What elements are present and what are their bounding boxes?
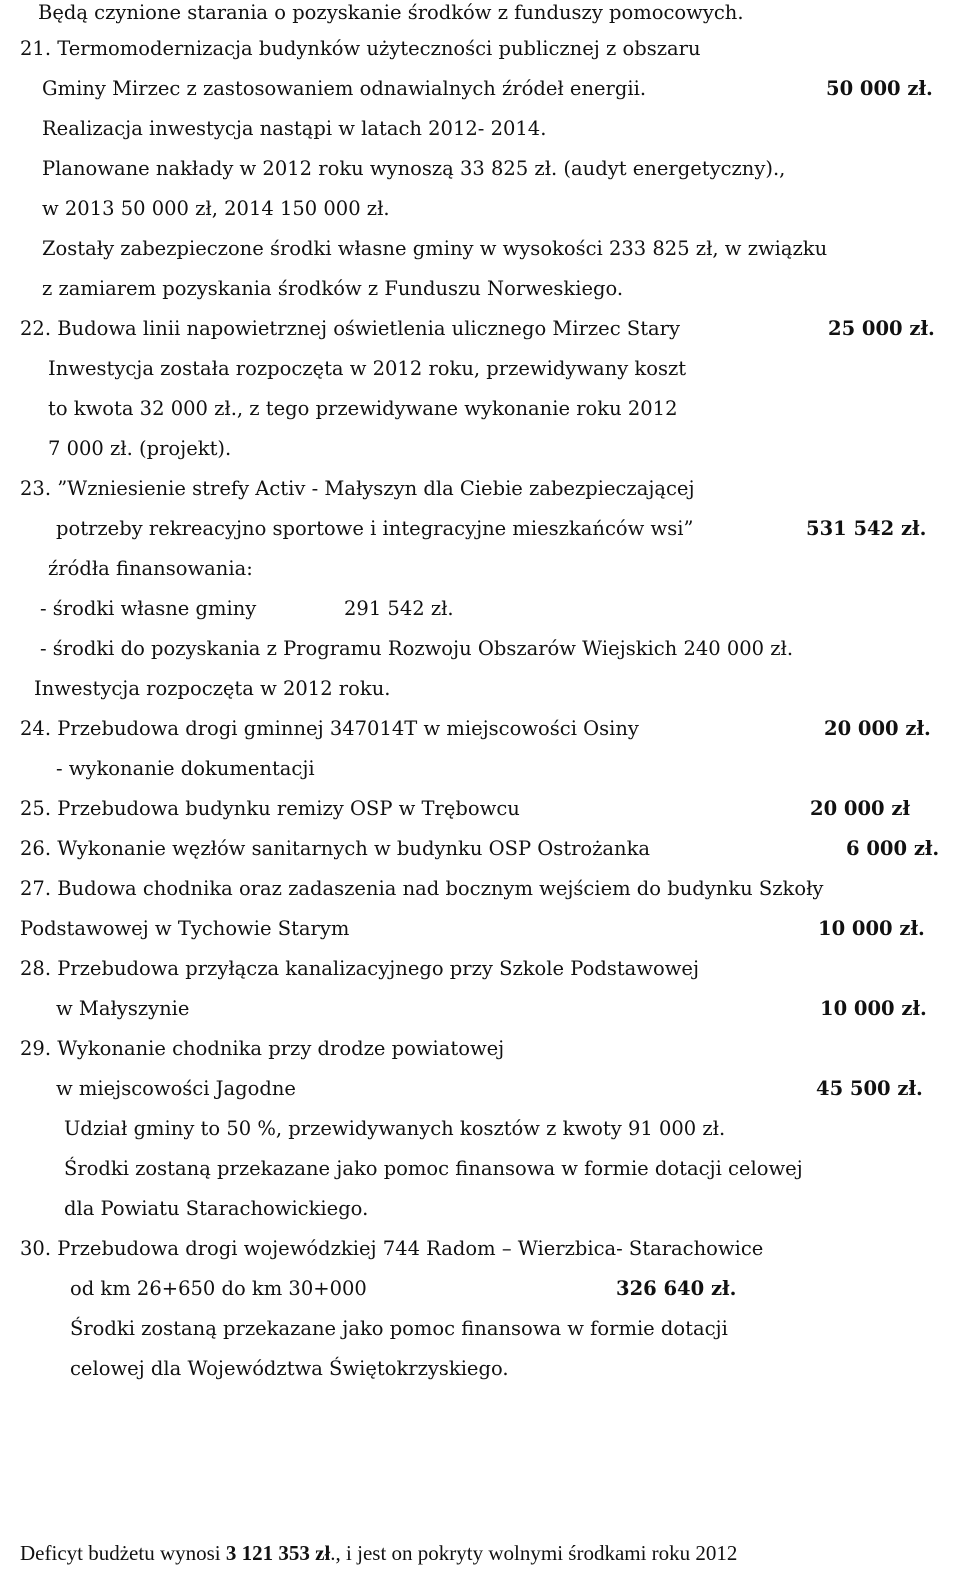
item-28-line: w Małyszynie [56, 997, 190, 1020]
item-26-title: 26. Wykonanie węzłów sanitarnych w budynku OSP Ostrożanka [20, 837, 651, 860]
item-26-amount: 6 000 zł. [846, 837, 940, 860]
item-21-line: Zostały zabezpieczone środki własne gminy w wysokości 233 825 zł, w związku [42, 237, 828, 260]
item-30-line: od km 26+650 do km 30+000 [70, 1277, 367, 1300]
deficit-prefix: Deficyt budżetu wynosi [20, 1541, 226, 1565]
item-24-title: 24. Przebudowa drogi gminnej 347014T w miejscowości Osiny [20, 717, 639, 740]
item-28-title: 28. Przebudowa przyłącza kanalizacyjnego przy Szkole Podstawowej [20, 957, 699, 980]
item-21-amount: 50 000 zł. [826, 77, 933, 100]
item-23-line: - środki własne gminy [40, 597, 257, 620]
item-22-line: to kwota 32 000 zł., z tego przewidywane wykonanie roku 2012 [48, 397, 678, 420]
item-28-amount: 10 000 zł. [820, 997, 927, 1020]
item-21-line: Planowane nakłady w 2012 roku wynoszą 33 825 zł. (audyt energetyczny)., [42, 157, 786, 180]
item-30-line: Środki zostaną przekazane jako pomoc finansowa w formie dotacji [70, 1317, 728, 1340]
item-21-line: z zamiarem pozyskania środków z Funduszu Norweskiego. [42, 277, 624, 300]
item-29-title: 29. Wykonanie chodnika przy drodze powiatowej [20, 1037, 505, 1060]
item-22-amount: 25 000 zł. [828, 317, 935, 340]
item-25-title: 25. Przebudowa budynku remizy OSP w Trębowcu [20, 797, 520, 820]
item-30-amount: 326 640 zł. [616, 1277, 737, 1300]
item-25-amount: 20 000 zł [810, 797, 910, 820]
intro-line: Będą czynione starania o pozyskanie środków z funduszy pomocowych. [38, 1, 744, 24]
item-22-line: 7 000 zł. (projekt). [48, 437, 232, 460]
item-27-amount: 10 000 zł. [818, 917, 925, 940]
item-24-line: - wykonanie dokumentacji [56, 757, 315, 780]
item-27-title: 27. Budowa chodnika oraz zadaszenia nad bocznym wejściem do budynku Szkoły [20, 877, 824, 900]
item-29-line: Udział gminy to 50 %, przewidywanych kosztów z kwoty 91 000 zł. [64, 1117, 726, 1140]
item-22-title: 22. Budowa linii napowietrznej oświetlenia ulicznego Mirzec Stary [20, 317, 681, 340]
item-21-line: w 2013 50 000 zł, 2014 150 000 zł. [42, 197, 390, 220]
item-21-line: Gminy Mirzec z zastosowaniem odnawialnych źródeł energii. [42, 77, 647, 100]
deficit-amount: 3 121 353 zł [225, 1541, 331, 1565]
item-23-value: 291 542 zł. [344, 597, 454, 620]
item-29-line: dla Powiatu Starachowickiego. [64, 1197, 369, 1220]
item-30-title: 30. Przebudowa drogi wojewódzkiej 744 Radom – Wierzbica- Starachowice [20, 1237, 764, 1260]
budget-deficit-line [20, 1540, 737, 1566]
item-23-line: potrzeby rekreacyjno sportowe i integracyjne mieszkańców wsi” [56, 517, 694, 540]
item-29-line: Środki zostaną przekazane jako pomoc finansowa w formie dotacji celowej [64, 1157, 803, 1180]
item-23-line: źródła finansowania: [48, 557, 253, 580]
item-27-line: Podstawowej w Tychowie Starym [20, 917, 350, 940]
item-23-title: 23. ”Wzniesienie strefy Activ - Małyszyn dla Ciebie zabezpieczającej [20, 477, 695, 500]
item-21-line: Realizacja inwestycja nastąpi w latach 2012- 2014. [42, 117, 547, 140]
item-22-line: Inwestycja została rozpoczęta w 2012 roku, przewidywany koszt [48, 357, 687, 380]
item-21-title: 21. Termomodernizacja budynków użyteczności publicznej z obszaru [20, 37, 701, 60]
item-24-amount: 20 000 zł. [824, 717, 931, 740]
deficit-suffix: ., i jest on pokryty wolnymi środkami roku 2012 [330, 1541, 738, 1565]
item-30-line: celowej dla Województwa Świętokrzyskiego. [70, 1357, 509, 1380]
item-23-amount: 531 542 zł. [806, 517, 927, 540]
item-23-line: Inwestycja rozpoczęta w 2012 roku. [34, 677, 391, 700]
item-23-line: - środki do pozyskania z Programu Rozwoju Obszarów Wiejskich 240 000 zł. [40, 637, 794, 660]
item-29-line: w miejscowości Jagodne [56, 1077, 296, 1100]
item-29-amount: 45 500 zł. [816, 1077, 923, 1100]
